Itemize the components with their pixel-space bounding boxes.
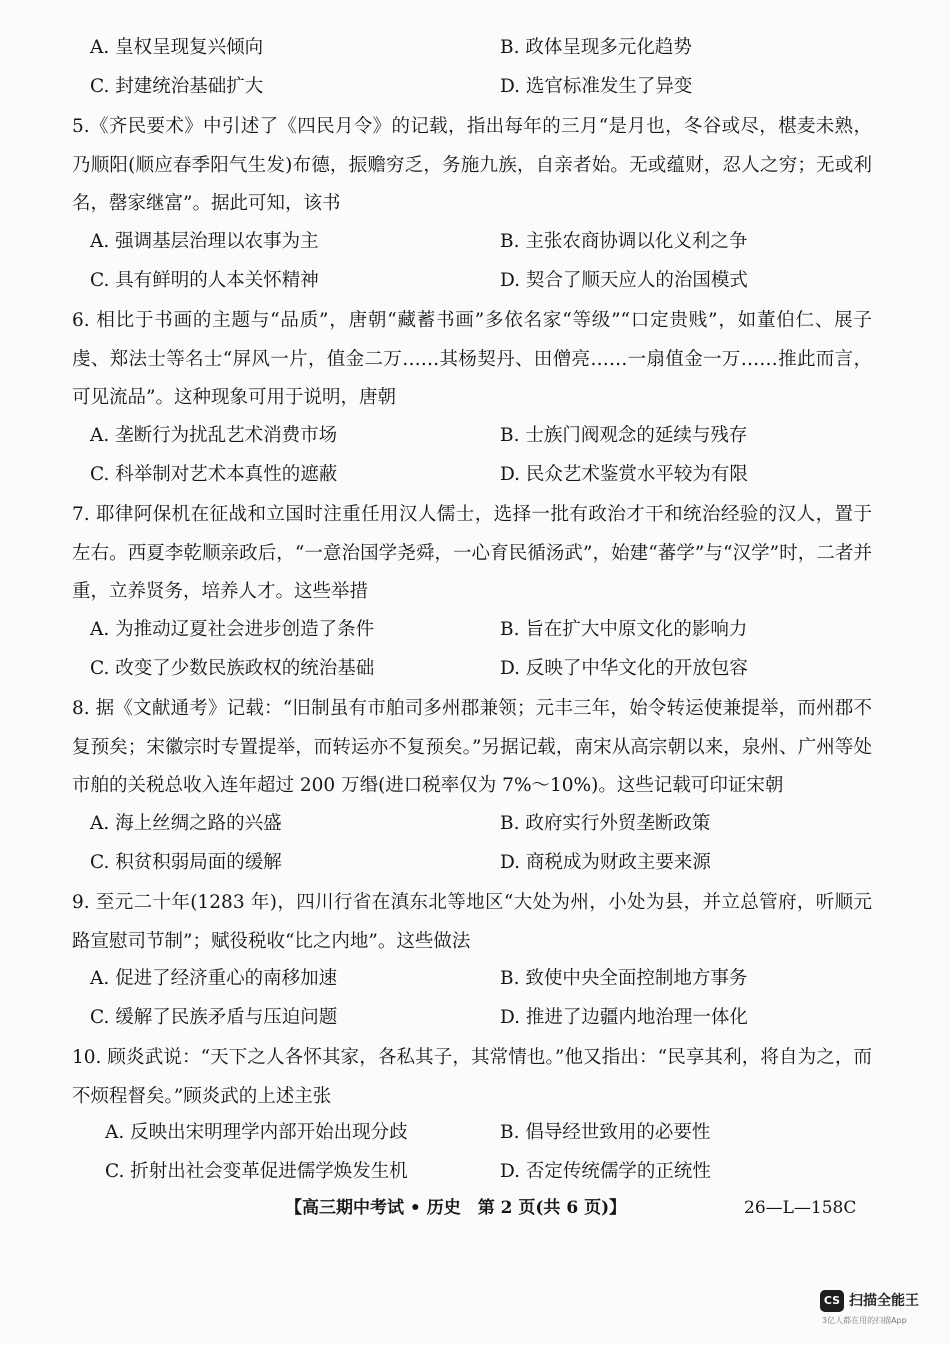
q8-options-row-2 bbox=[0, 847, 950, 879]
q9-option-b: B. 致使中央全面控制地方事务 bbox=[500, 968, 748, 989]
question-8-stem: 8. 据《文献通考》记载：“旧制虽有市舶司多州郡兼领；元丰三年，始令转运使兼提举，而州郡不复预矣；宋徽宗时专置提举，而转运亦不复预矣。”另据记载，南宋从高宗朝以来，泉州、广州等处市舶的关税总收入连年超过 200 万缗(进口税率仅为 7%～10%)。这些记载可印证宋朝 bbox=[72, 698, 872, 797]
q10-options-row-1 bbox=[0, 1117, 950, 1149]
page-footer bbox=[0, 1194, 950, 1222]
q8-option-c: C. 积贫积弱局面的缓解 bbox=[90, 852, 282, 873]
q5-options-row-1 bbox=[0, 226, 950, 258]
question-6-stem: 6. 相比于书画的主题与“品质”，唐朝“藏蓄书画”多依名家“等级”“口定贵贱”，如董伯仁、展子虔、郑法士等名士“屏风一片，值金二万……其杨契丹、田僧亮……一扇值金一万……推此而言，可见流品”。这种现象可用于说明，唐朝 bbox=[72, 310, 872, 409]
q7-option-c: C. 改变了少数民族政权的统治基础 bbox=[90, 658, 375, 679]
q5-option-d: D. 契合了顺天应人的治国模式 bbox=[500, 270, 748, 291]
q6-option-a: A. 垄断行为扰乱艺术消费市场 bbox=[90, 425, 338, 446]
q10-options-row-2 bbox=[0, 1156, 950, 1188]
q8-option-d: D. 商税成为财政主要来源 bbox=[500, 852, 711, 873]
camscanner-logo-icon: CS bbox=[820, 1290, 844, 1312]
q9-option-a: A. 促进了经济重心的南移加速 bbox=[90, 968, 338, 989]
q9-options-row-2 bbox=[0, 1002, 950, 1034]
q6-option-d: D. 民众艺术鉴赏水平较为有限 bbox=[500, 464, 748, 485]
prev-option-a: A. 皇权呈现复兴倾向 bbox=[90, 37, 264, 58]
question-9-stem: 9. 至元二十年(1283 年)，四川行省在滇东北等地区“大处为州，小处为县，并立总管府，听顺元路宣慰司节制”；赋役税收“比之内地”。这些做法 bbox=[72, 892, 872, 952]
q7-option-a: A. 为推动辽夏社会进步创造了条件 bbox=[90, 619, 375, 640]
prev-options-row-1 bbox=[0, 32, 950, 64]
q10-option-a: A. 反映出宋明理学内部开始出现分歧 bbox=[105, 1122, 408, 1143]
q6-options-row-1 bbox=[0, 420, 950, 452]
watermark-tagline: 3亿人都在用的扫描App bbox=[822, 1316, 907, 1325]
scanner-watermark bbox=[820, 1288, 940, 1334]
q8-options-row-1 bbox=[0, 808, 950, 840]
q10-option-c: C. 折射出社会变革促进儒学焕发生机 bbox=[105, 1161, 408, 1182]
q8-option-a: A. 海上丝绸之路的兴盛 bbox=[90, 813, 282, 834]
q9-options-row-1 bbox=[0, 963, 950, 995]
prev-option-b: B. 政体呈现多元化趋势 bbox=[500, 37, 692, 58]
footer-page-info: 【高三期中考试 • 历史 第 2 页(共 6 页)】 bbox=[285, 1198, 627, 1218]
q9-option-c: C. 缓解了民族矛盾与压迫问题 bbox=[90, 1007, 338, 1028]
q7-options-row-2 bbox=[0, 653, 950, 685]
question-10-stem: 10. 顾炎武说：“天下之人各怀其家，各私其子，其常情也。”他又指出：“民享其利，将自为之，而不烦程督矣。”顾炎武的上述主张 bbox=[72, 1047, 872, 1107]
question-7-stem: 7. 耶律阿保机在征战和立国时注重任用汉人儒士，选择一批有政治才干和统治经验的汉人，置于左右。西夏李乾顺亲政后，“一意治国学尧舜，一心育民循汤武”，始建“蕃学”与“汉学”时，二者并重，立养贤务，培养人才。这些举措 bbox=[72, 504, 872, 603]
prev-options-row-2 bbox=[0, 71, 950, 103]
footer-paper-code: 26—L—158C bbox=[744, 1198, 857, 1218]
q5-option-a: A. 强调基层治理以农事为主 bbox=[90, 231, 319, 252]
q10-option-d: D. 否定传统儒学的正统性 bbox=[500, 1161, 711, 1182]
prev-option-c: C. 封建统治基础扩大 bbox=[90, 76, 264, 97]
q7-option-b: B. 旨在扩大中原文化的影响力 bbox=[500, 619, 748, 640]
q6-options-row-2 bbox=[0, 459, 950, 491]
prev-option-d: D. 选官标准发生了异变 bbox=[500, 76, 693, 97]
q5-option-b: B. 主张农商协调以化义利之争 bbox=[500, 231, 748, 252]
watermark-brand: 扫描全能王 bbox=[849, 1293, 919, 1309]
question-5-stem: 5.《齐民要术》中引述了《四民月令》的记载，指出每年的三月“是月也，冬谷或尽，椹麦未熟，乃顺阳(顺应春季阳气生发)布德，振赡穷乏，务施九族，自亲者始。无或蕴财，忍人之穷；无或利名，罄家继富”。据此可知，该书 bbox=[72, 116, 872, 215]
q5-options-row-2 bbox=[0, 265, 950, 297]
q6-option-c: C. 科举制对艺术本真性的遮蔽 bbox=[90, 464, 338, 485]
q5-option-c: C. 具有鲜明的人本关怀精神 bbox=[90, 270, 319, 291]
q8-option-b: B. 政府实行外贸垄断政策 bbox=[500, 813, 711, 834]
q7-options-row-1 bbox=[0, 614, 950, 646]
q7-option-d: D. 反映了中华文化的开放包容 bbox=[500, 658, 748, 679]
q10-option-b: B. 倡导经世致用的必要性 bbox=[500, 1122, 711, 1143]
q6-option-b: B. 士族门阀观念的延续与残存 bbox=[500, 425, 748, 446]
q9-option-d: D. 推进了边疆内地治理一体化 bbox=[500, 1007, 748, 1028]
